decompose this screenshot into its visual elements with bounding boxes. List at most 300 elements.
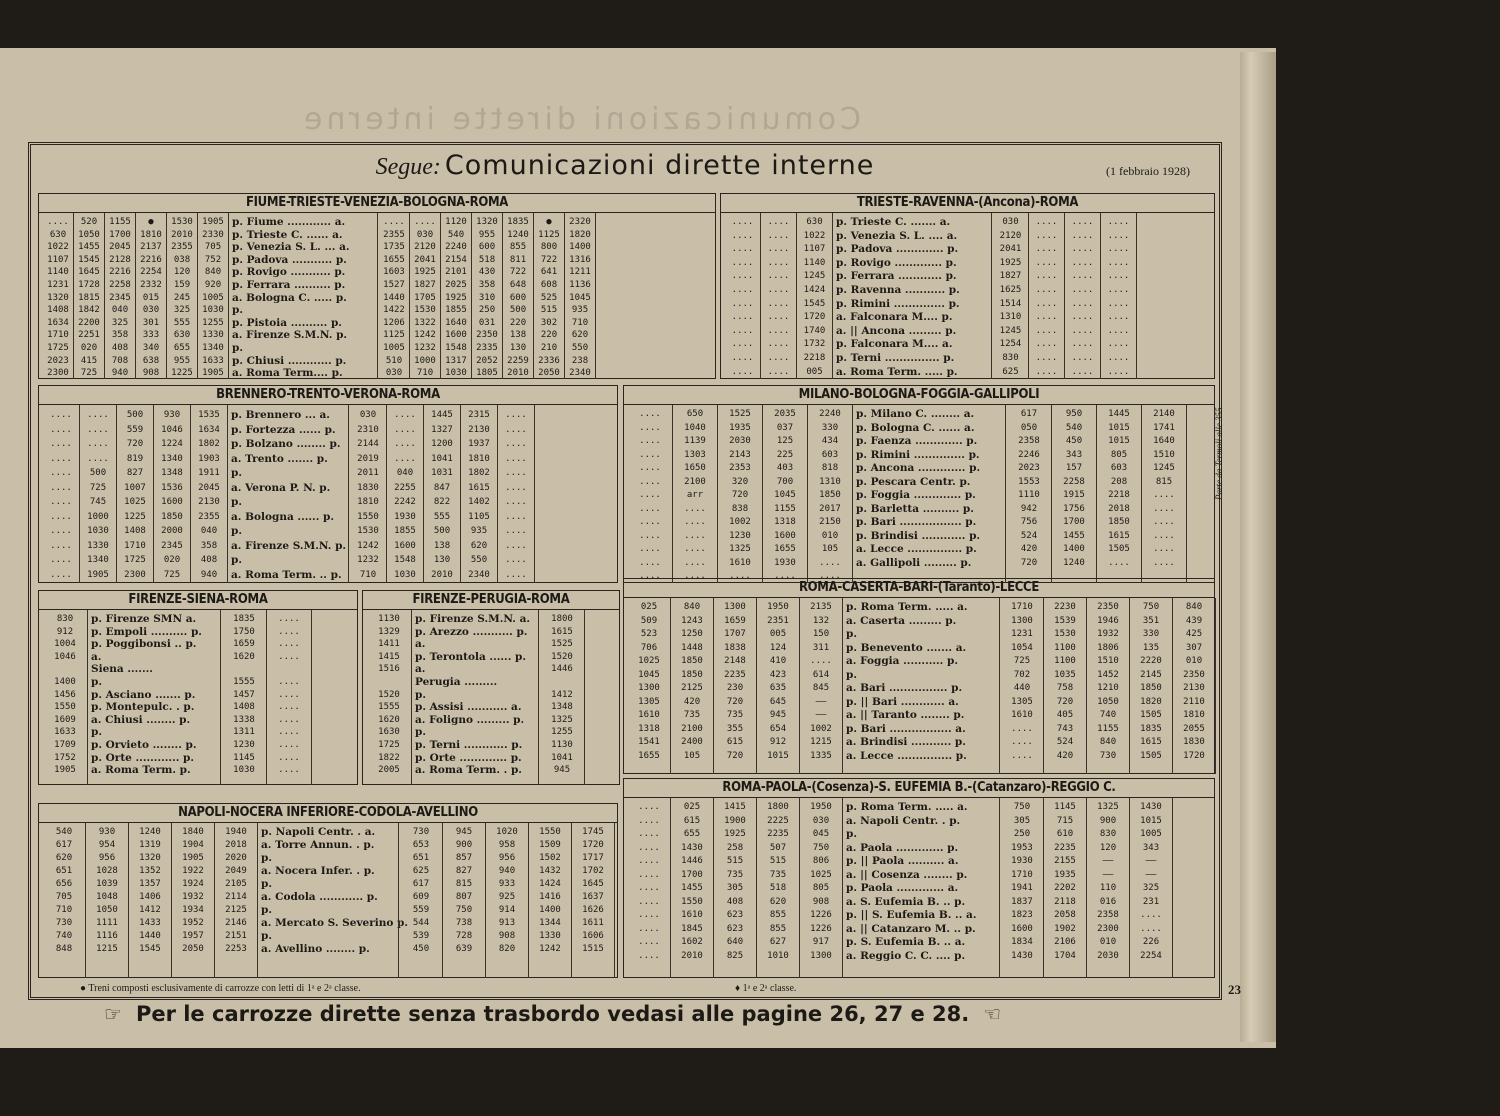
time-cell: 1225	[171, 368, 193, 379]
time-cell: 1903	[198, 453, 220, 464]
time-cell: 1430	[681, 842, 703, 853]
time-cell: 1040	[684, 422, 706, 433]
time-cell: 2114	[225, 892, 247, 902]
time-cell: 1125	[383, 330, 405, 341]
right-times-column	[1007, 408, 1051, 570]
time-cell: 030	[812, 815, 830, 826]
right-times-column	[1087, 801, 1129, 963]
time-cell: 720	[1020, 557, 1038, 568]
time-cell: 1536	[161, 482, 183, 493]
time-cell: 641	[540, 267, 558, 278]
time-cell: 1545	[78, 254, 100, 265]
time-cell: 2332	[140, 279, 162, 290]
time-cell: 2300	[1097, 923, 1119, 934]
time-cell: 010	[1099, 937, 1117, 947]
station-name: p.	[91, 675, 102, 688]
time-cell: ....	[278, 626, 300, 637]
time-cell: 423	[769, 669, 787, 680]
time-cell: 1412	[551, 689, 573, 700]
time-cell: ....	[278, 614, 300, 624]
time-cell: 1305	[638, 696, 660, 707]
time-cell: 1445	[1108, 409, 1130, 419]
time-cell: 500	[89, 468, 107, 478]
time-cell: 1402	[468, 497, 490, 507]
time-cell: 730	[1099, 750, 1117, 761]
time-cell: 1915	[1063, 490, 1085, 500]
time-cell: 1100	[1054, 656, 1076, 666]
time-cell: 2010	[681, 950, 703, 961]
time-cell: 1211	[569, 267, 591, 278]
time-cell: 1028	[96, 866, 118, 876]
time-cell: 245	[173, 292, 191, 303]
column-rule	[311, 610, 312, 785]
right-times-column	[1044, 801, 1086, 963]
time-cell: 355	[726, 723, 744, 734]
time-cell: 358	[478, 279, 496, 290]
time-cell: 655	[683, 829, 701, 839]
time-cell: 838	[731, 503, 749, 514]
time-cell: 1911	[198, 468, 220, 478]
left-times-column	[86, 826, 128, 956]
time-cell: 2118	[1054, 896, 1076, 907]
time-cell: 1045	[638, 669, 660, 680]
time-cell: 320	[731, 476, 749, 487]
right-times-column	[534, 216, 564, 380]
time-cell: 1240	[1063, 557, 1085, 568]
station-name: p.	[846, 668, 857, 681]
time-cell: 1015	[1140, 815, 1162, 826]
time-cell: 1319	[139, 840, 161, 850]
time-cell: 1850	[161, 511, 183, 522]
time-cell: ....	[684, 517, 706, 527]
time-cell: 945	[455, 827, 473, 837]
time-cell: 1433	[139, 918, 161, 928]
time-cell: 752	[204, 254, 222, 265]
station-name: a. || Ancona ......... p.	[836, 324, 957, 337]
time-cell: 1805	[476, 368, 498, 379]
time-cell: ....	[278, 714, 300, 725]
time-cell: 2154	[445, 254, 467, 265]
time-cell: 623	[726, 910, 744, 920]
time-cell: 1709	[54, 739, 76, 750]
time-cell: 025	[683, 802, 701, 812]
time-cell: 750	[1013, 802, 1031, 812]
time-cell: 1555	[233, 676, 255, 687]
time-cell: 358	[200, 540, 218, 551]
station-name: p. Bari ................. p.	[856, 516, 977, 528]
time-cell: 1756	[1063, 503, 1085, 514]
time-cell: 610	[1056, 829, 1074, 839]
left-times-column	[800, 601, 842, 763]
timetable-perugia	[362, 590, 620, 785]
station-name: a. Falconara M.... p.	[836, 311, 953, 324]
time-cell: ....	[731, 230, 754, 241]
time-cell: 1457	[233, 689, 255, 700]
station-name: p.	[91, 726, 102, 739]
station-name: p. Rovigo ............. p.	[836, 256, 957, 269]
time-cell: 125	[776, 436, 794, 446]
time-cell: ....	[505, 526, 527, 536]
time-cell: 2143	[729, 449, 751, 460]
time-cell: 132	[812, 615, 830, 626]
time-cell: 120	[1099, 842, 1117, 853]
station-name: p. Venezia S. L. .... a.	[836, 229, 958, 242]
time-cell: 1550	[539, 827, 561, 837]
station-name: p. Orte ............. p.	[415, 751, 522, 764]
time-cell: ....	[639, 463, 661, 473]
time-cell: ....	[638, 910, 660, 920]
time-cell: 1935	[729, 422, 751, 433]
column-rule	[991, 213, 992, 379]
left-times-column	[167, 216, 197, 380]
station-name: p. Bologna C. ...... a.	[856, 421, 975, 434]
time-cell: 627	[769, 937, 787, 947]
time-cell: 1455	[681, 883, 703, 893]
time-cell: ....	[50, 439, 72, 449]
time-cell: 1329	[378, 626, 400, 637]
time-cell: 258	[726, 842, 744, 853]
time-cell: 025	[640, 602, 658, 612]
time-cell: ....	[50, 526, 72, 536]
time-cell: 1317	[445, 355, 467, 366]
time-cell: 1516	[378, 664, 400, 675]
time-cell: 037	[776, 422, 794, 433]
time-cell: 1615	[1140, 737, 1162, 747]
time-cell: 1255	[551, 727, 573, 738]
station-name: p. Barletta .......... p.	[856, 502, 974, 515]
station-name: p. Napoli Centr. . a.	[261, 826, 376, 838]
time-cell: ....	[731, 257, 754, 268]
time-cell: ....	[767, 217, 790, 227]
time-cell: ....	[394, 453, 416, 464]
time-cell: ....	[414, 217, 436, 227]
time-cell: 1930	[774, 557, 796, 568]
time-cell: 1446	[551, 664, 573, 675]
time-cell: 1030	[394, 569, 416, 580]
column-rule	[411, 610, 412, 785]
time-cell: ....	[278, 739, 300, 750]
station-name: p. Paola ............. a.	[846, 882, 959, 894]
time-cell: 130	[509, 342, 527, 353]
station-name: a. || Cosenza ........ p.	[846, 868, 968, 881]
time-cell: 700	[776, 476, 794, 487]
time-cell: ....	[639, 544, 661, 554]
time-cell: 2220	[1140, 656, 1162, 666]
time-cell: 942	[1020, 503, 1038, 514]
time-cell: 1600	[445, 330, 467, 341]
time-cell: 1424	[803, 284, 826, 295]
time-cell: ....	[767, 312, 790, 323]
time-cell: 735	[683, 710, 701, 720]
time-cell: 830	[1099, 829, 1117, 839]
time-cell: ....	[1035, 298, 1058, 309]
pointing-hand-icon: ☞	[104, 1002, 122, 1026]
time-cell: 1050	[96, 905, 118, 915]
time-cell: 420	[1020, 544, 1038, 554]
station-name: p.	[232, 341, 243, 354]
station-name: a. Lecce ............... p.	[856, 543, 977, 555]
time-cell: ....	[50, 569, 72, 580]
time-cell: 1850	[1108, 517, 1130, 527]
time-cell: 1600	[1011, 923, 1033, 934]
time-cell: 020	[163, 555, 181, 565]
footnote-classes: ♦ 1ᵃ e 2ᵃ classe.	[735, 983, 797, 994]
time-cell: 1030	[87, 526, 109, 536]
time-cell: ....	[1035, 244, 1058, 255]
time-cell: 933	[498, 879, 516, 889]
time-cell: 1424	[539, 879, 561, 889]
time-cell: ....	[1071, 230, 1094, 241]
time-cell: 1655	[774, 544, 796, 554]
time-cell: 2358	[1018, 436, 1040, 446]
station-name: p. Faenza ............. p.	[856, 435, 978, 447]
station-name: p. Padova ............. p.	[836, 243, 959, 256]
station-name: a. Roma Term.... p.	[232, 367, 343, 380]
time-cell: 2050	[538, 368, 560, 379]
station-name: a.	[415, 663, 426, 676]
time-cell: 540	[1065, 422, 1083, 433]
time-cell: ....	[394, 410, 416, 420]
time-cell: 640	[726, 937, 744, 947]
column-rule	[999, 598, 1000, 774]
bottom-note-text: Per le carrozze dirette senza trasbordo vedasi alle pagine 26, 27 e 28.	[135, 1002, 970, 1026]
time-cell: 138	[509, 330, 527, 341]
time-cell: 617	[412, 879, 430, 889]
time-cell: ....	[1035, 366, 1058, 377]
time-cell: 1600	[394, 540, 416, 551]
time-cell: 1555	[378, 702, 400, 713]
page-header	[40, 150, 1210, 186]
time-cell: 2125	[225, 905, 247, 915]
station-name: a. Mercato S. Severino p.	[261, 917, 409, 929]
time-cell: 1810	[140, 229, 162, 240]
time-cell: 1430	[1011, 950, 1033, 961]
time-cell: 1815	[78, 292, 100, 303]
time-cell: ....	[278, 752, 300, 763]
time-cell: 1520	[378, 689, 400, 700]
time-cell: 1025	[638, 656, 660, 666]
time-cell: ——	[815, 696, 827, 707]
time-cell: ....	[638, 842, 660, 853]
time-cell: 2225	[767, 815, 789, 826]
time-cell: 1430	[1140, 802, 1162, 812]
time-cell: 620	[55, 853, 73, 863]
time-cell: 1935	[1054, 869, 1076, 880]
right-times-column	[503, 216, 533, 380]
time-cell: 2335	[476, 342, 498, 353]
left-times-column	[129, 826, 171, 956]
time-cell: ——	[815, 710, 827, 720]
station-name: p. Firenze SMN a.	[91, 613, 197, 625]
time-cell: 1932	[1097, 629, 1119, 639]
time-cell: 1602	[681, 937, 703, 947]
station-name: p. Montepulc. . p.	[91, 701, 195, 714]
station-name: p. Rimini .............. p.	[836, 297, 960, 310]
time-cell: 1400	[539, 905, 561, 915]
time-cell: ●	[148, 217, 154, 227]
time-cell: 956	[498, 853, 516, 863]
time-cell: 150	[812, 629, 830, 639]
time-cell: 708	[111, 355, 129, 366]
station-name: a. Chiusi ........ p.	[91, 713, 191, 726]
time-cell: 1820	[1140, 696, 1162, 707]
time-cell: 1835	[233, 614, 255, 624]
time-cell: 1625	[999, 284, 1022, 295]
left-times-column	[191, 408, 227, 582]
time-cell: 2140	[1153, 409, 1175, 419]
time-cell: ....	[278, 727, 300, 738]
time-cell: 515	[540, 305, 558, 316]
time-cell: 930	[163, 410, 181, 420]
station-name: p. Trieste C. ....... a.	[836, 216, 951, 228]
time-cell: 1448	[681, 642, 703, 653]
time-cell: 1303	[684, 449, 706, 460]
time-cell: 330	[821, 422, 839, 433]
time-cell: ....	[278, 689, 300, 700]
time-cell: 1545	[803, 298, 826, 309]
time-cell: 1311	[233, 727, 255, 738]
footnote-sleeping-cars: ● Treni composti esclusivamente di carrozze con letti di 1ᵃ e 2ᵃ classe.	[80, 983, 361, 994]
time-cell: 2137	[140, 242, 162, 253]
time-cell: 1400	[1063, 544, 1085, 554]
time-cell: 2150	[819, 517, 841, 527]
time-cell: 1835	[1140, 723, 1162, 734]
station-name: a. Verona P. N. p.	[231, 481, 331, 494]
time-cell: 2058	[1054, 910, 1076, 920]
time-cell: 523	[640, 629, 658, 639]
station-name: a. Codola ............ p.	[261, 891, 378, 903]
time-cell: 2235	[1054, 842, 1076, 853]
time-cell: 518	[769, 883, 787, 893]
station-name: a. Roma Term. ..... p.	[836, 365, 958, 378]
time-cell: 2101	[445, 267, 467, 278]
time-cell: ....	[505, 511, 527, 522]
time-cell: 2259	[507, 355, 529, 366]
time-cell: 1539	[1054, 615, 1076, 626]
time-cell: 1700	[681, 869, 703, 880]
time-cell: ....	[1071, 339, 1094, 350]
time-cell: 135	[1142, 642, 1160, 653]
time-cell: 1004	[54, 639, 76, 650]
time-cell: 105	[821, 544, 839, 554]
time-cell: 2355	[198, 511, 220, 522]
time-cell: 130	[433, 555, 451, 565]
time-cell: 1445	[431, 410, 453, 420]
station-name: Siena .......	[91, 663, 153, 676]
station-name: p. || S. Eufemia B. .. a.	[846, 909, 977, 921]
time-cell	[267, 663, 311, 676]
time-cell: 650	[686, 409, 704, 419]
time-cell: 805	[812, 883, 830, 893]
time-cell: 811	[509, 254, 527, 265]
time-cell: 439	[1185, 615, 1203, 626]
time-cell: 1050	[1097, 696, 1119, 707]
time-cell: 1525	[729, 409, 751, 419]
time-cell: 1925	[414, 267, 436, 278]
time-cell: 914	[498, 905, 516, 915]
time-cell: 1415	[724, 802, 746, 812]
time-cell: 1340	[161, 453, 183, 464]
time-cell: 559	[126, 424, 144, 435]
right-times-column	[1097, 408, 1141, 570]
time-cell: ....	[684, 571, 706, 581]
route-title: BRENNERO-TRENTO-VERONA-ROMA	[39, 386, 617, 405]
route-title: MILANO-BOLOGNA-FOGGIA-GALLIPOLI	[624, 386, 1214, 405]
time-cell: 958	[498, 840, 516, 850]
right-times-column	[565, 216, 595, 380]
column-rule	[1136, 213, 1137, 379]
time-cell: 124	[769, 642, 787, 653]
station-name: p. Terni ............... p.	[836, 351, 955, 364]
time-cell: 333	[142, 330, 160, 341]
right-times-column	[540, 613, 584, 777]
time-cell: 1850	[819, 490, 841, 500]
time-cell: 1318	[638, 723, 660, 734]
time-cell: 625	[412, 866, 430, 876]
time-cell: 1530	[1054, 629, 1076, 639]
time-cell: 1705	[414, 292, 436, 303]
time-cell: 540	[447, 229, 465, 240]
column-rule	[842, 798, 843, 978]
time-cell: 725	[163, 569, 181, 580]
time-cell: 1655	[638, 750, 660, 761]
time-cell: ....	[1153, 503, 1175, 514]
time-cell: 1330	[87, 540, 109, 551]
time-cell: 935	[571, 305, 589, 316]
time-cell: 040	[111, 305, 129, 316]
time-cell: ....	[1107, 312, 1130, 323]
time-cell: 005	[769, 629, 787, 639]
time-cell: 855	[769, 910, 787, 920]
time-cell: ....	[1035, 339, 1058, 350]
left-times-column	[671, 801, 713, 963]
time-cell: 515	[769, 856, 787, 866]
time-cell: 1505	[1140, 750, 1162, 761]
station-name: p. Fiume ............ a.	[232, 216, 346, 228]
time-cell: 1610	[681, 910, 703, 920]
time-cell: ....	[638, 923, 660, 934]
left-times-column	[757, 801, 799, 963]
time-cell: 2255	[394, 482, 416, 493]
time-cell: 2202	[1054, 883, 1076, 893]
time-cell: 710	[571, 317, 589, 328]
time-cell: 750	[455, 905, 473, 915]
page-title: Comunicazioni dirette interne	[444, 150, 875, 181]
time-cell: 1446	[681, 856, 703, 866]
time-cell: ....	[1107, 298, 1130, 309]
left-times-column	[74, 216, 104, 380]
time-cell: 2340	[468, 569, 490, 580]
time-cell: 1541	[638, 737, 660, 747]
time-cell: ....	[639, 409, 661, 419]
time-cell: 2300	[124, 569, 146, 580]
time-cell: 2235	[767, 829, 789, 839]
time-cell: 2045	[109, 242, 131, 253]
time-cell: ....	[505, 569, 527, 580]
station-name: p. Poggibonsi .. p.	[91, 638, 197, 651]
time-cell: ....	[505, 439, 527, 449]
time-cell: 507	[769, 842, 787, 853]
time-cell: 1136	[569, 279, 591, 290]
left-times-column	[714, 801, 756, 963]
time-cell: 1015	[767, 750, 789, 761]
time-cell: 2400	[681, 737, 703, 747]
time-cell: 1140	[47, 267, 69, 278]
time-cell: 351	[1142, 615, 1160, 626]
time-cell: 434	[821, 436, 839, 446]
time-cell: 930	[98, 827, 116, 837]
time-cell: 2125	[681, 683, 703, 693]
